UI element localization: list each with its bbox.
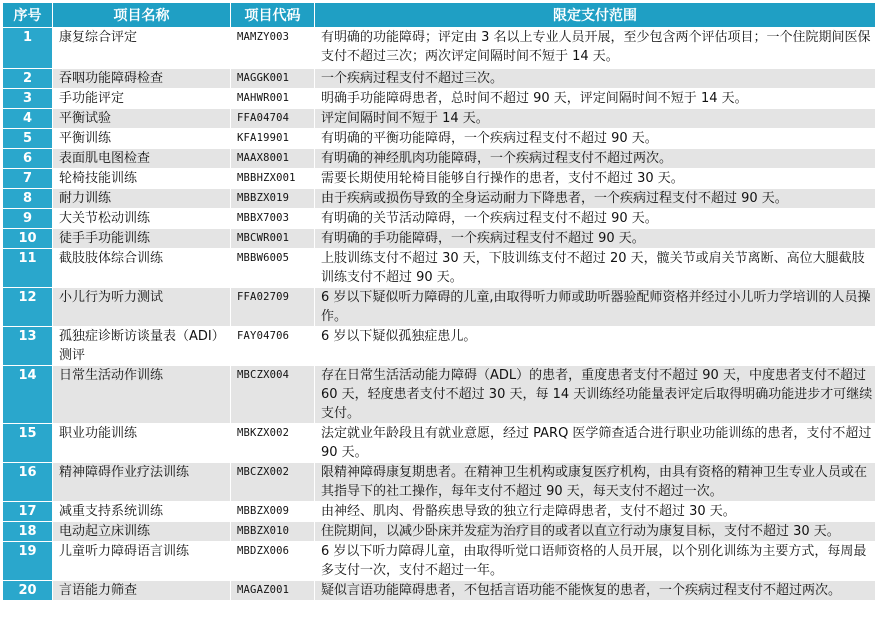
row-scope: 6 岁以下疑似孤独症患儿。 [315,327,876,366]
row-code: FFA02709 [231,288,315,327]
row-name: 吞咽功能障碍检查 [53,69,231,89]
row-name: 手功能评定 [53,89,231,109]
row-no: 6 [3,149,53,169]
header-row [3,3,876,28]
header-scope: 限定支付范围 [315,3,876,28]
table-row [3,366,876,424]
row-scope: 疑似言语功能障碍患者，不包括言语功能不能恢复的患者，一个疾病过程支付不超过两次。 [315,581,876,601]
row-no: 8 [3,189,53,209]
table-row [3,149,876,169]
row-no: 10 [3,229,53,249]
row-code: FFA04704 [231,109,315,129]
row-no: 18 [3,522,53,542]
table-row [3,249,876,288]
table-row [3,209,876,229]
row-scope: 法定就业年龄段且有就业意愿，经过 PARQ 医学筛查适合进行职业功能训练的患者，支付不超过 90 天。 [315,424,876,463]
row-no: 19 [3,542,53,581]
row-scope: 住院期间，以减少卧床并发症为治疗目的或者以直立行动为康复目标，支付不超过 30 天。 [315,522,876,542]
row-code: MAGAZ001 [231,581,315,601]
row-no: 16 [3,463,53,502]
header-no: 序号 [3,3,53,28]
row-name: 电动起立床训练 [53,522,231,542]
row-no: 14 [3,366,53,424]
table-row [3,542,876,581]
row-name: 儿童听力障碍语言训练 [53,542,231,581]
table-header [3,3,876,28]
row-no: 17 [3,502,53,522]
table-row [3,169,876,189]
row-name: 日常生活动作训练 [53,366,231,424]
row-code: MBBZX009 [231,502,315,522]
row-scope: 一个疾病过程支付不超过三次。 [315,69,876,89]
row-no: 20 [3,581,53,601]
row-no: 4 [3,109,53,129]
table-row [3,28,876,69]
row-scope: 6 岁以下疑似听力障碍的儿童,由取得听力师或助听器验配师资格并经过小儿听力学培训的人员操作。 [315,288,876,327]
row-scope: 有明确的关节活动障碍，一个疾病过程支付不超过 90 天。 [315,209,876,229]
row-name: 表面肌电图检查 [53,149,231,169]
row-scope: 存在日常生活活动能力障碍（ADL）的患者，重度患者支付不超过 90 天，中度患者支付不超过 60 天，轻度患者支付不超过 30 天，每 14 天训练经功能量表评定后取得明确功能进步才可继续支付。 [315,366,876,424]
table-row [3,189,876,209]
row-name: 耐力训练 [53,189,231,209]
row-name: 康复综合评定 [53,28,231,69]
row-no: 15 [3,424,53,463]
row-scope: 由神经、肌肉、骨骼疾患导致的独立行走障碍患者，支付不超过 30 天。 [315,502,876,522]
table-row [3,129,876,149]
row-code: MAMZY003 [231,28,315,69]
header-code: 项目代码 [231,3,315,28]
row-no: 2 [3,69,53,89]
table-row [3,522,876,542]
row-scope: 上肢训练支付不超过 30 天，下肢训练支付不超过 20 天，髋关节或肩关节离断、高位大腿截肢训练支付不超过 90 天。 [315,249,876,288]
payment-scope-table [2,2,876,601]
payment-scope-table-container [2,2,875,601]
row-name: 平衡训练 [53,129,231,149]
row-no: 7 [3,169,53,189]
table-body [3,28,876,601]
row-name: 言语能力筛查 [53,581,231,601]
row-name: 精神障碍作业疗法训练 [53,463,231,502]
row-name: 减重支持系统训练 [53,502,231,522]
row-code: MBBW6005 [231,249,315,288]
row-no: 13 [3,327,53,366]
row-no: 3 [3,89,53,109]
row-scope: 有明确的手功能障碍，一个疾病过程支付不超过 90 天。 [315,229,876,249]
row-no: 12 [3,288,53,327]
row-name: 徒手手功能训练 [53,229,231,249]
table-row [3,502,876,522]
table-row [3,288,876,327]
row-code: MBBX7003 [231,209,315,229]
row-code: MBKZX002 [231,424,315,463]
row-scope: 限精神障碍康复期患者。在精神卫生机构或康复医疗机构，由具有资格的精神卫生专业人员或在其指导下的社工操作，每年支付不超过 90 天，每天支付不超过一次。 [315,463,876,502]
row-code: MBDZX006 [231,542,315,581]
row-no: 5 [3,129,53,149]
row-no: 1 [3,28,53,69]
header-name: 项目名称 [53,3,231,28]
row-code: FAY04706 [231,327,315,366]
row-code: MBBZX019 [231,189,315,209]
row-scope: 有明确的神经肌肉功能障碍，一个疾病过程支付不超过两次。 [315,149,876,169]
table-row [3,327,876,366]
row-scope: 6 岁以下听力障碍儿童，由取得听觉口语师资格的人员开展，以个别化训练为主要方式，每周最多支付一次，支付不超过一年。 [315,542,876,581]
row-scope: 需要长期使用轮椅目能够自行操作的患者，支付不超过 30 天。 [315,169,876,189]
table-row [3,424,876,463]
row-code: MBCZX004 [231,366,315,424]
row-scope: 评定间隔时间不短于 14 天。 [315,109,876,129]
table-row [3,109,876,129]
row-no: 9 [3,209,53,229]
row-no: 11 [3,249,53,288]
row-name: 轮椅技能训练 [53,169,231,189]
row-scope: 由于疾病或损伤导致的全身运动耐力下降患者，一个疾病过程支付不超过 90 天。 [315,189,876,209]
row-code: KFA19901 [231,129,315,149]
row-name: 大关节松动训练 [53,209,231,229]
row-code: MBCZX002 [231,463,315,502]
row-code: MBBHZX001 [231,169,315,189]
row-code: MAAX8001 [231,149,315,169]
row-name: 职业功能训练 [53,424,231,463]
row-name: 截肢肢体综合训练 [53,249,231,288]
row-name: 孤独症诊断访谈量表（ADI）测评 [53,327,231,366]
table-row [3,229,876,249]
table-row [3,463,876,502]
table-row [3,581,876,601]
row-scope: 有明确的功能障碍；评定由 3 名以上专业人员开展，至少包含两个评估项目；一个住院期间医保支付不超过三次；两次评定间隔时间不短于 14 天。 [315,28,876,69]
row-scope: 有明确的平衡功能障碍，一个疾病过程支付不超过 90 天。 [315,129,876,149]
row-code: MAHWR001 [231,89,315,109]
row-name: 平衡试验 [53,109,231,129]
table-row [3,89,876,109]
row-code: MAGGK001 [231,69,315,89]
row-name: 小儿行为听力测试 [53,288,231,327]
table-row [3,69,876,89]
row-code: MBBZX010 [231,522,315,542]
row-scope: 明确手功能障碍患者，总时间不超过 90 天，评定间隔时间不短于 14 天。 [315,89,876,109]
row-code: MBCWR001 [231,229,315,249]
